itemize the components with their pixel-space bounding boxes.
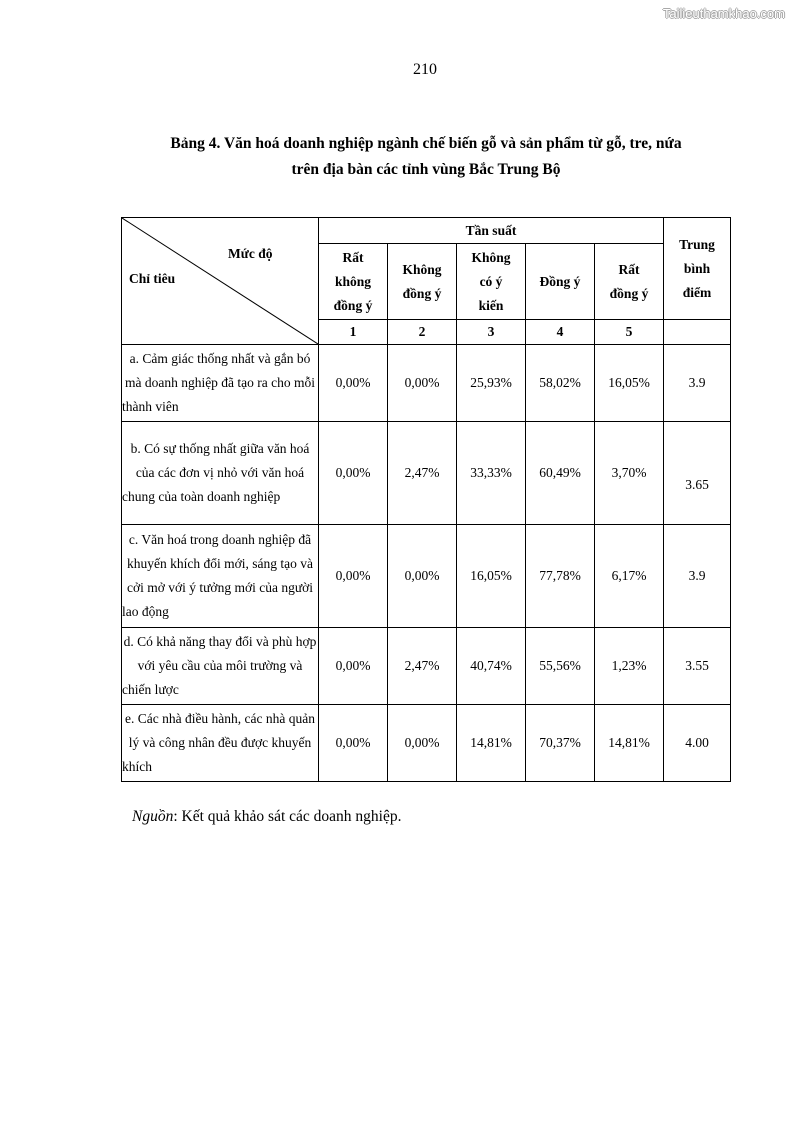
table-cell: 33,33% xyxy=(457,422,526,525)
level-code: 1 xyxy=(319,320,388,345)
level-line: đồng ý xyxy=(402,285,442,301)
level-code-empty xyxy=(664,320,731,345)
row-average: 3.65 xyxy=(664,422,731,525)
source-label: Nguồn xyxy=(132,808,174,825)
source-text: : Kết quả khảo sát các doanh nghiệp. xyxy=(173,808,402,825)
table-cell: 58,02% xyxy=(526,345,595,422)
level-line: có ý xyxy=(479,273,503,289)
table-cell: 25,93% xyxy=(457,345,526,422)
page-number: 210 xyxy=(413,61,437,78)
row-average: 4.00 xyxy=(664,705,731,782)
table-title-line-2: trên địa bàn các tỉnh vùng Bắc Trung Bộ xyxy=(291,161,561,178)
table-cell: 14,81% xyxy=(457,705,526,782)
level-line: Không xyxy=(471,249,511,265)
avg-header-line: điểm xyxy=(682,284,712,300)
row-label: a. Cảm giác thống nhất và gắn bó mà doanh nghiệp đã tạo ra cho mỗi thành viên xyxy=(122,345,319,422)
row-label: e. Các nhà điều hành, các nhà quản lý và công nhân đều được khuyến khích xyxy=(122,705,319,782)
table-cell: 16,05% xyxy=(595,345,664,422)
table-cell: 16,05% xyxy=(457,525,526,628)
header-level-4 xyxy=(526,244,595,320)
level-line: đồng ý xyxy=(609,285,649,301)
header-trung-binh-diem xyxy=(664,218,731,320)
table-cell: 0,00% xyxy=(388,705,457,782)
row-average: 3.55 xyxy=(664,628,731,705)
header-muc-do: Mức độ xyxy=(228,246,273,261)
header-level-5 xyxy=(595,244,664,320)
table-cell: 1,23% xyxy=(595,628,664,705)
header-level-3 xyxy=(457,244,526,320)
table-cell: 0,00% xyxy=(319,422,388,525)
row-label: b. Có sự thống nhất giữa văn hoá của các đơn vị nhỏ với văn hoá chung của toàn doanh nghiệp xyxy=(122,422,319,525)
row-average: 3.9 xyxy=(664,525,731,628)
table-cell: 60,49% xyxy=(526,422,595,525)
avg-header-line: bình xyxy=(683,260,711,276)
source-note xyxy=(132,808,401,826)
level-code: 3 xyxy=(457,320,526,345)
level-line: kiến xyxy=(478,297,504,313)
level-line: đồng ý xyxy=(333,297,373,313)
table-title xyxy=(150,131,702,183)
table-cell: 0,00% xyxy=(319,705,388,782)
header-chi-tieu: Chỉ tiêu xyxy=(129,271,176,286)
table-cell: 0,00% xyxy=(388,345,457,422)
table-cell: 2,47% xyxy=(388,628,457,705)
table-cell: 6,17% xyxy=(595,525,664,628)
table-cell: 0,00% xyxy=(319,345,388,422)
level-code: 5 xyxy=(595,320,664,345)
table-row xyxy=(122,705,731,782)
table-row xyxy=(122,422,731,525)
table-row xyxy=(122,628,731,705)
table-cell: 70,37% xyxy=(526,705,595,782)
table-row xyxy=(122,345,731,422)
level-line: Rất xyxy=(618,261,640,277)
level-line: Không xyxy=(402,261,442,277)
survey-table xyxy=(121,217,731,782)
table-cell: 0,00% xyxy=(319,628,388,705)
level-line: Rất xyxy=(342,249,364,265)
table-cell: 77,78% xyxy=(526,525,595,628)
table-title-line-1: Bảng 4. Văn hoá doanh nghiệp ngành chế biến gỗ và sản phẩm từ gỗ, tre, nứa xyxy=(170,135,682,152)
table-cell: 55,56% xyxy=(526,628,595,705)
level-code: 2 xyxy=(388,320,457,345)
table-cell: 14,81% xyxy=(595,705,664,782)
header-tan-suat: Tần suất xyxy=(319,218,664,244)
table-cell: 0,00% xyxy=(388,525,457,628)
avg-header-line: Trung xyxy=(679,236,715,252)
row-label: c. Văn hoá trong doanh nghiệp đã khuyến khích đổi mới, sáng tạo và cởi mở với ý tưởng mới của người lao động xyxy=(122,525,319,628)
header-level-1 xyxy=(319,244,388,320)
table-row xyxy=(122,525,731,628)
level-code: 4 xyxy=(526,320,595,345)
row-average: 3.9 xyxy=(664,345,731,422)
table-cell: 40,74% xyxy=(457,628,526,705)
table-cell: 3,70% xyxy=(595,422,664,525)
level-line: Đồng ý xyxy=(539,273,581,289)
header-level-2 xyxy=(388,244,457,320)
watermark: Tailieuthamkhao.com xyxy=(662,6,785,21)
row-label: d. Có khả năng thay đổi và phù hợp với yêu cầu của môi trường và chiến lược xyxy=(122,628,319,705)
table-cell: 0,00% xyxy=(319,525,388,628)
corner-header-cell xyxy=(122,218,319,345)
table-cell: 2,47% xyxy=(388,422,457,525)
level-line: không xyxy=(334,273,372,289)
